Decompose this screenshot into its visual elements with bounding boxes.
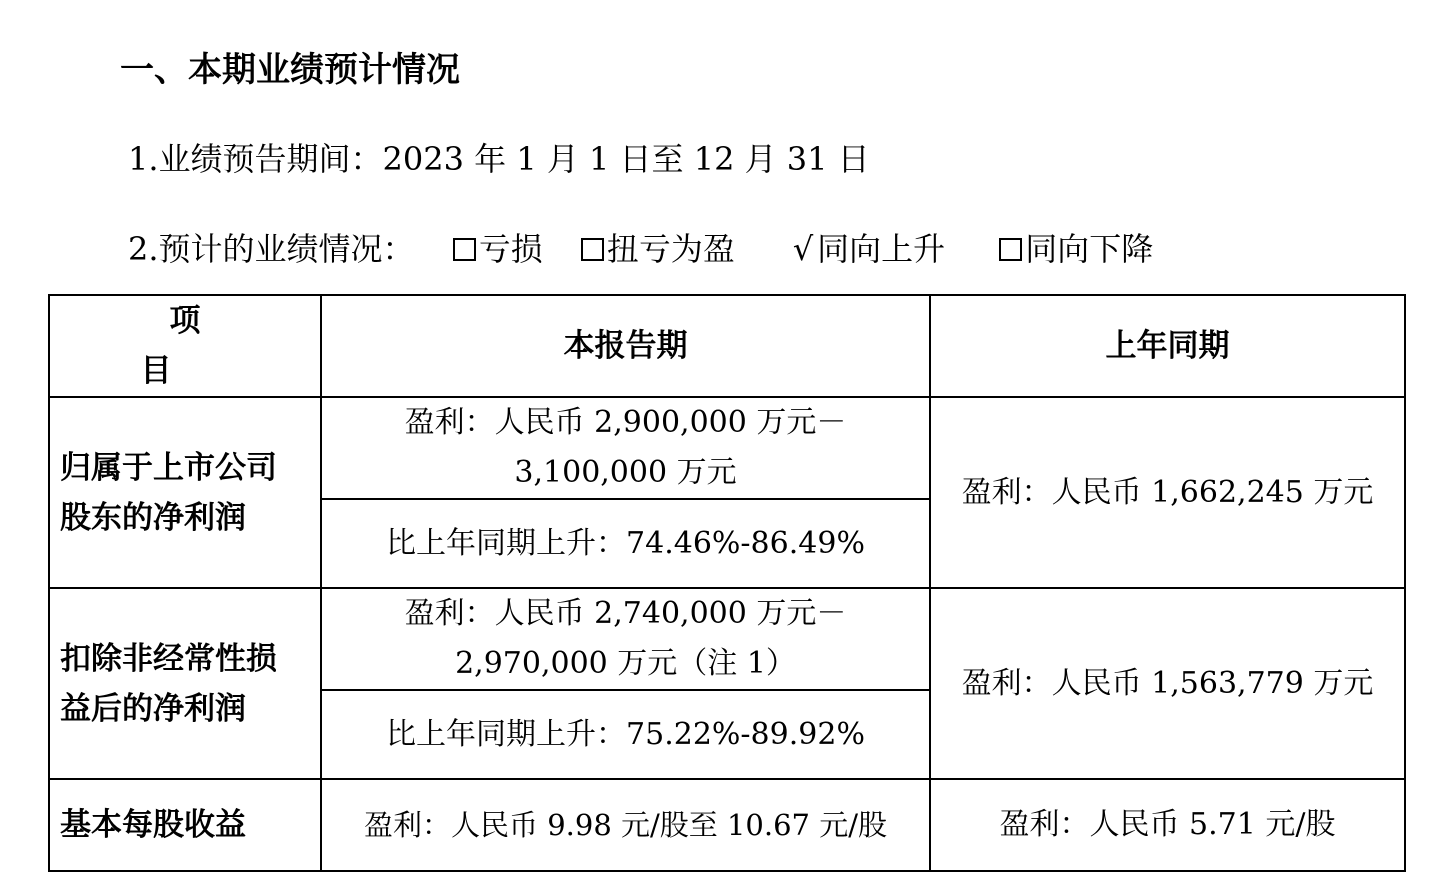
forecast-type-row	[128, 224, 1153, 274]
option-decrease-label: 同向下降	[1025, 230, 1154, 268]
net-profit-change: 比上年同期上升：74.46%-86.49%	[321, 499, 930, 588]
adjusted-net-profit-change: 比上年同期上升：75.22%-89.92%	[321, 690, 930, 779]
check-mark-icon[interactable]: √	[792, 230, 814, 268]
adjusted-net-profit-current-range: 盈利：人民币 2,740,000 万元－ 2,970,000 万元（注 1）	[321, 588, 930, 690]
section-title: 一、本期业绩预计情况	[120, 50, 460, 90]
forecast-period: 1.业绩预告期间：2023 年 1 月 1 日至 12 月 31 日	[128, 140, 870, 178]
eps-current: 盈利：人民币 9.98 元/股至 10.67 元/股	[321, 779, 930, 871]
table-row	[49, 588, 1405, 690]
option-loss[interactable]	[453, 224, 543, 274]
option-loss-label: 亏损	[478, 230, 543, 268]
option-increase[interactable]	[789, 224, 945, 274]
table-row	[49, 397, 1405, 499]
option-turnaround-label: 扭亏为盈	[606, 230, 735, 268]
table-row	[49, 779, 1405, 871]
option-decrease[interactable]	[999, 224, 1153, 274]
option-turnaround[interactable]	[581, 224, 735, 274]
adjusted-net-profit-prior: 盈利：人民币 1,563,779 万元	[930, 588, 1405, 779]
net-profit-current-range: 盈利：人民币 2,900,000 万元－ 3,100,000 万元	[321, 397, 930, 499]
option-increase-label: 同向上升	[817, 230, 946, 268]
header-prior-period: 上年同期	[930, 295, 1405, 397]
row-label-adjusted-net-profit: 扣除非经常性损 益后的净利润	[49, 588, 321, 779]
checkbox-empty-icon[interactable]	[453, 238, 476, 261]
net-profit-prior: 盈利：人民币 1,662,245 万元	[930, 397, 1405, 588]
header-item: 项 目	[49, 295, 321, 397]
forecast-table	[48, 294, 1406, 872]
row-label-eps: 基本每股收益	[49, 779, 321, 871]
checkbox-empty-icon[interactable]	[581, 238, 604, 261]
table-header-row	[49, 295, 1405, 397]
checkbox-empty-icon[interactable]	[999, 238, 1022, 261]
row-label-net-profit: 归属于上市公司 股东的净利润	[49, 397, 321, 588]
eps-prior: 盈利：人民币 5.71 元/股	[930, 779, 1405, 871]
forecast-type-label: 2.预计的业绩情况：	[128, 230, 415, 268]
header-current-period: 本报告期	[321, 295, 930, 397]
